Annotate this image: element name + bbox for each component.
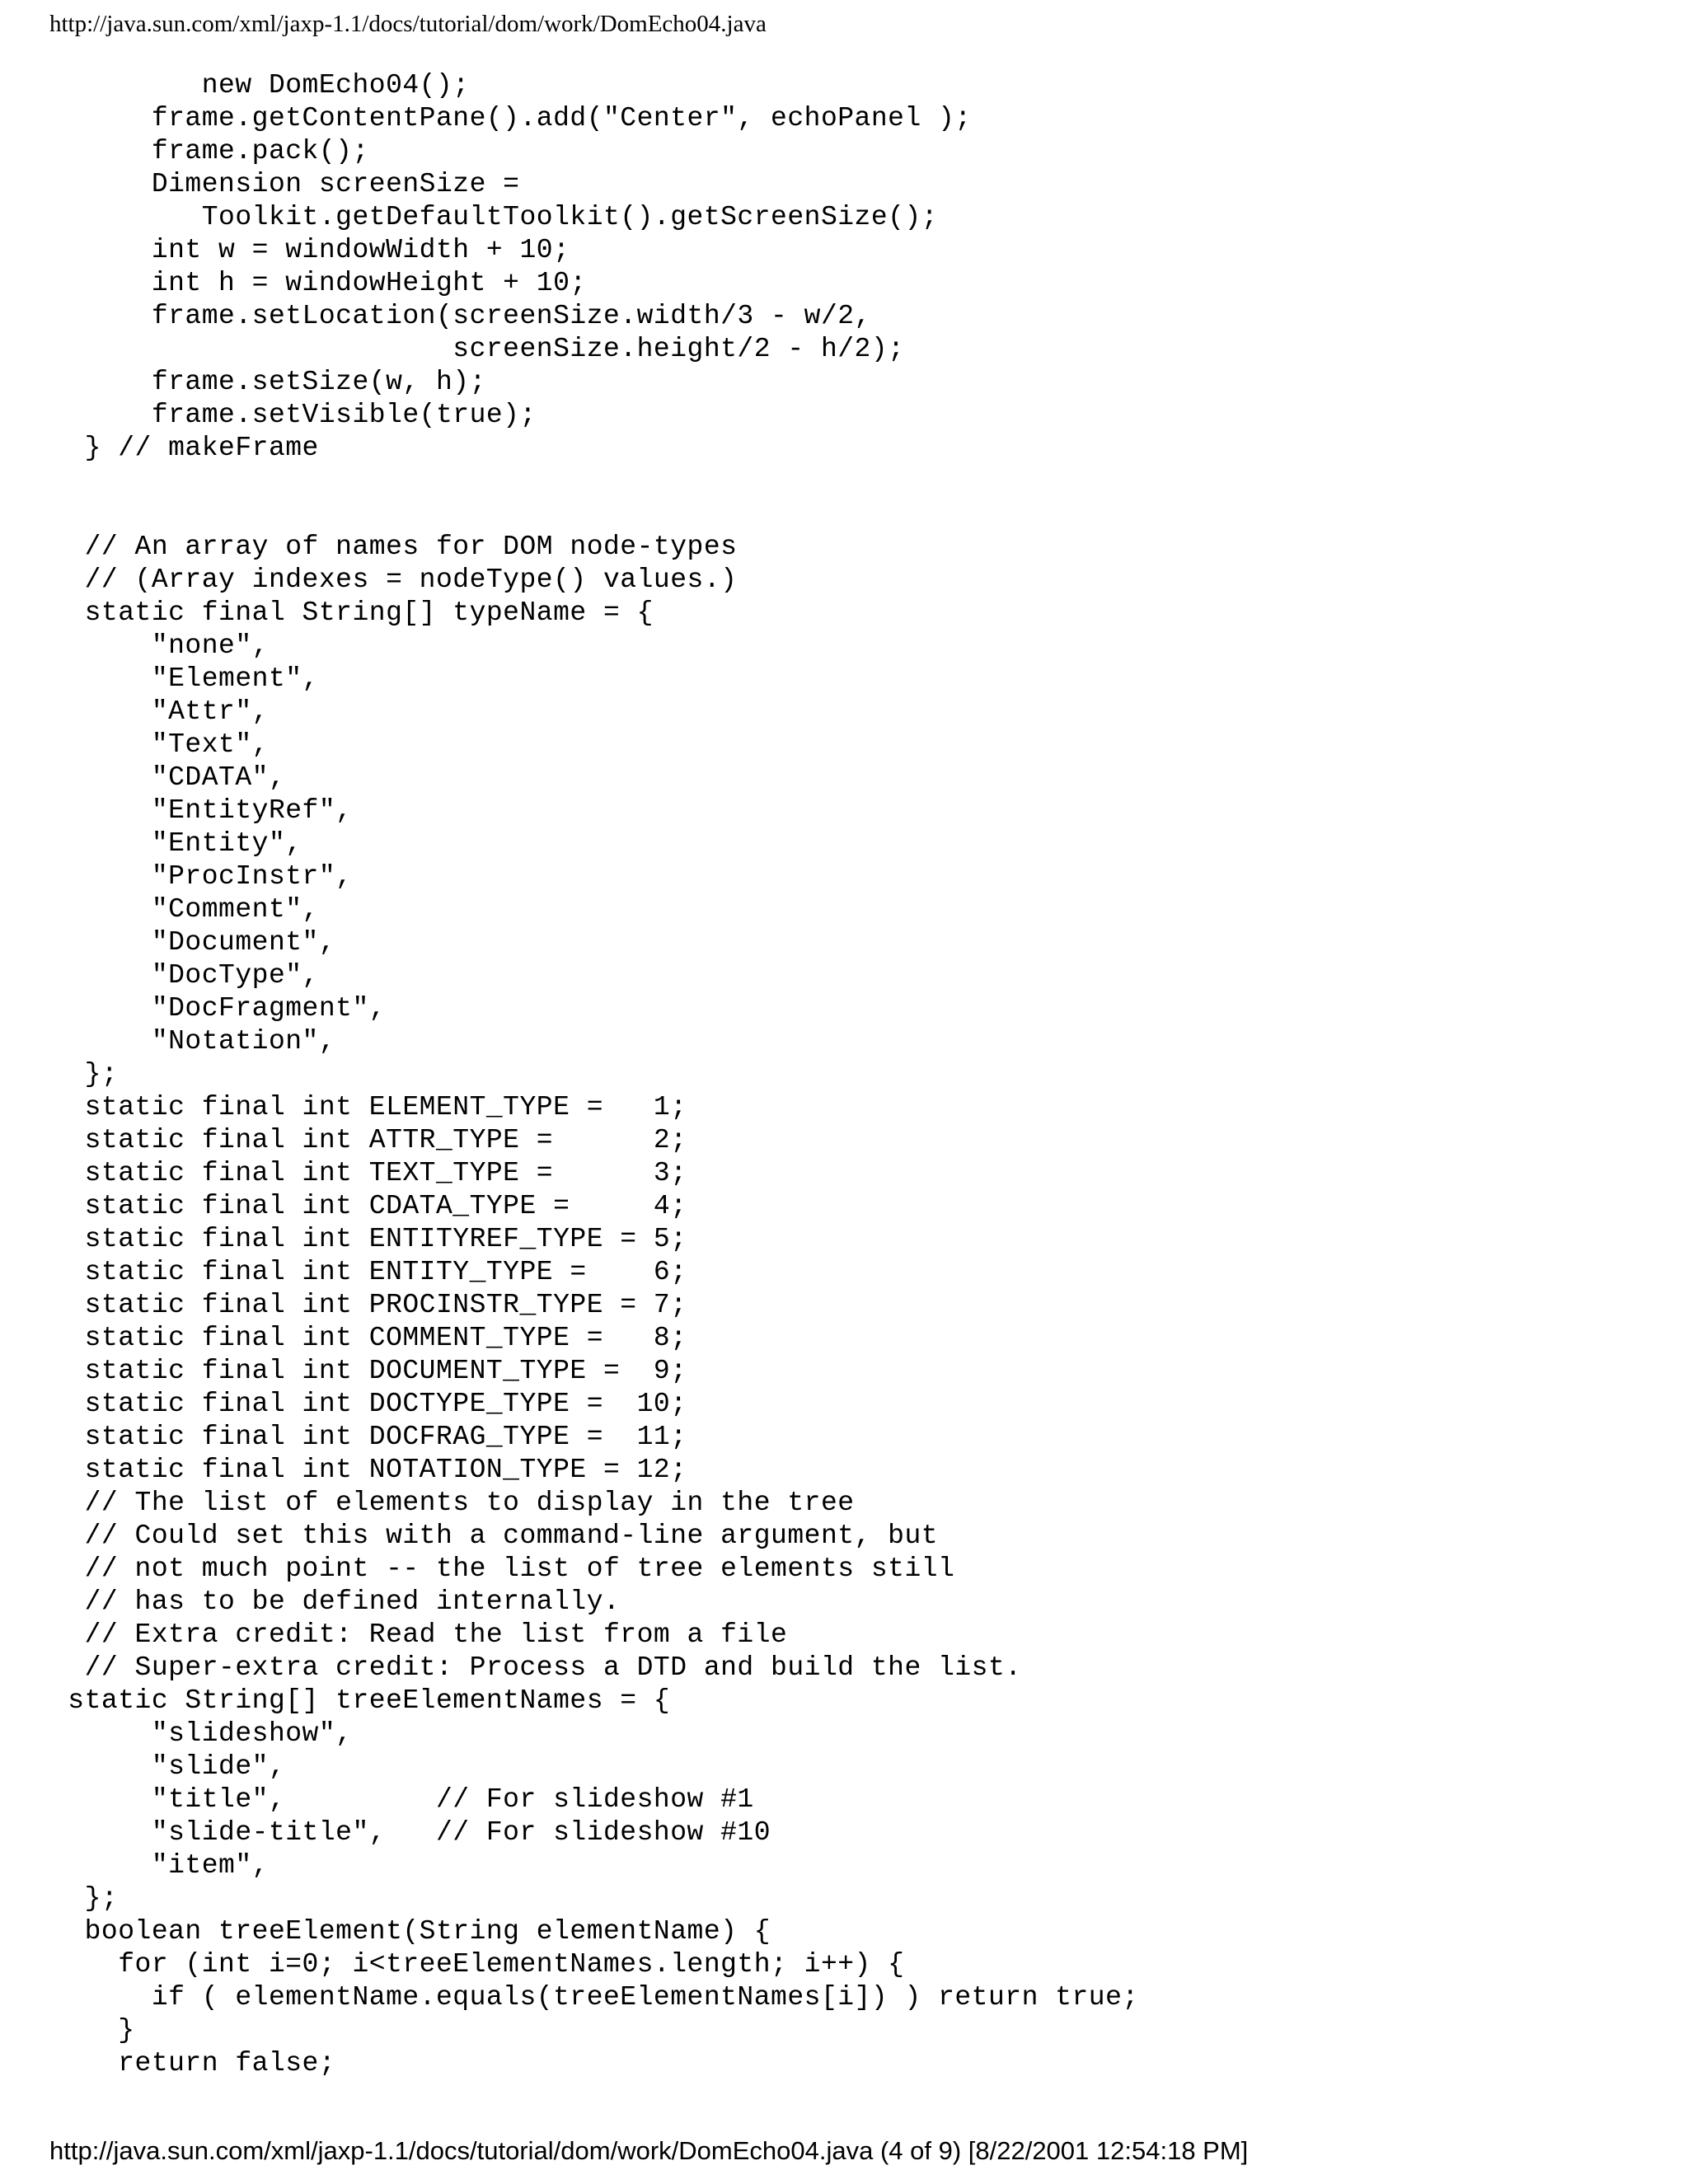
code-line: } bbox=[51, 2015, 135, 2046]
code-line: "Element", bbox=[51, 663, 319, 694]
code-line: "Comment", bbox=[51, 894, 319, 925]
code-line: if ( elementName.equals(treeElementNames[i]) ) return true; bbox=[51, 1982, 1139, 2013]
code-line: return false; bbox=[51, 2048, 336, 2079]
code-line: static String[] treeElementNames = { bbox=[51, 1685, 671, 1716]
code-line: static final int CDATA_TYPE = 4; bbox=[51, 1191, 687, 1221]
code-line: "Document", bbox=[51, 927, 336, 958]
code-line: "slideshow", bbox=[51, 1718, 353, 1749]
code-line: // Extra credit: Read the list from a file bbox=[51, 1619, 788, 1650]
code-line: "Attr", bbox=[51, 696, 269, 727]
code-line: // Could set this with a command-line argument, but bbox=[51, 1521, 939, 1551]
code-line: "CDATA", bbox=[51, 762, 286, 793]
code-line: "DocFragment", bbox=[51, 993, 387, 1024]
code-line: // not much point -- the list of tree elements still bbox=[51, 1554, 955, 1584]
code-line: // has to be defined internally. bbox=[51, 1586, 621, 1617]
code-line: "ProcInstr", bbox=[51, 861, 353, 892]
code-line: static final int ELEMENT_TYPE = 1; bbox=[51, 1092, 687, 1122]
code-line: "Notation", bbox=[51, 1026, 336, 1057]
code-line: "title", // For slideshow #1 bbox=[51, 1784, 754, 1815]
code-line: static final int DOCUMENT_TYPE = 9; bbox=[51, 1356, 687, 1386]
code-line: "item", bbox=[51, 1850, 269, 1881]
code-line: static final int ENTITYREF_TYPE = 5; bbox=[51, 1224, 687, 1254]
code-line: static final int PROCINSTR_TYPE = 7; bbox=[51, 1290, 687, 1320]
code-line: static final int COMMENT_TYPE = 8; bbox=[51, 1323, 687, 1353]
code-line: "slide-title", // For slideshow #10 bbox=[51, 1817, 771, 1848]
code-line: frame.setVisible(true); bbox=[51, 400, 537, 430]
code-line: static final int DOCFRAG_TYPE = 11; bbox=[51, 1422, 687, 1452]
code-line: // Super-extra credit: Process a DTD and build the list. bbox=[51, 1652, 1022, 1683]
code-line: int h = windowHeight + 10; bbox=[51, 268, 587, 298]
page-url-header: http://java.sun.com/xml/jaxp-1.1/docs/tutorial/dom/work/DomEcho04.java bbox=[49, 11, 767, 37]
code-line bbox=[51, 465, 1139, 498]
code-line: // (Array indexes = nodeType() values.) bbox=[51, 565, 738, 595]
code-line: int w = windowWidth + 10; bbox=[51, 235, 570, 265]
code-line: "DocType", bbox=[51, 960, 319, 991]
code-line: "slide", bbox=[51, 1751, 286, 1782]
code-line: frame.setSize(w, h); bbox=[51, 367, 486, 397]
page-url-footer: http://java.sun.com/xml/jaxp-1.1/docs/tutorial/dom/work/DomEcho04.java (4 of 9) [8/22/2001 12:54:18 PM] bbox=[49, 2136, 1249, 2165]
code-line: frame.pack(); bbox=[51, 136, 369, 166]
code-line: "Text", bbox=[51, 729, 269, 760]
code-line bbox=[51, 498, 1139, 531]
code-line: // The list of elements to display in the tree bbox=[51, 1488, 855, 1518]
code-line: "Entity", bbox=[51, 828, 302, 859]
code-line: frame.getContentPane().add("Center", echoPanel ); bbox=[51, 103, 972, 134]
code-line: static final int NOTATION_TYPE = 12; bbox=[51, 1455, 687, 1485]
code-line: // An array of names for DOM node-types bbox=[51, 532, 738, 562]
code-line: new DomEcho04(); bbox=[51, 70, 470, 101]
code-line: boolean treeElement(String elementName) { bbox=[51, 1916, 771, 1947]
code-line: frame.setLocation(screenSize.width/3 - w/2, bbox=[51, 301, 871, 331]
code-line: } // makeFrame bbox=[51, 433, 319, 463]
code-line: Toolkit.getDefaultToolkit().getScreenSize(); bbox=[51, 202, 939, 232]
source-code-listing bbox=[51, 69, 1139, 2080]
code-line: }; bbox=[51, 1883, 119, 1914]
code-line: }; bbox=[51, 1059, 119, 1090]
code-line: static final int ATTR_TYPE = 2; bbox=[51, 1125, 687, 1155]
code-line: static final String[] typeName = { bbox=[51, 598, 654, 628]
code-line: Dimension screenSize = bbox=[51, 169, 520, 199]
code-line: "none", bbox=[51, 630, 269, 661]
code-line: for (int i=0; i<treeElementNames.length; i++) { bbox=[51, 1949, 905, 1980]
code-line: screenSize.height/2 - h/2); bbox=[51, 334, 905, 364]
code-line: "EntityRef", bbox=[51, 795, 353, 826]
code-line: static final int ENTITY_TYPE = 6; bbox=[51, 1257, 687, 1287]
code-line: static final int DOCTYPE_TYPE = 10; bbox=[51, 1389, 687, 1419]
code-line: static final int TEXT_TYPE = 3; bbox=[51, 1158, 687, 1188]
